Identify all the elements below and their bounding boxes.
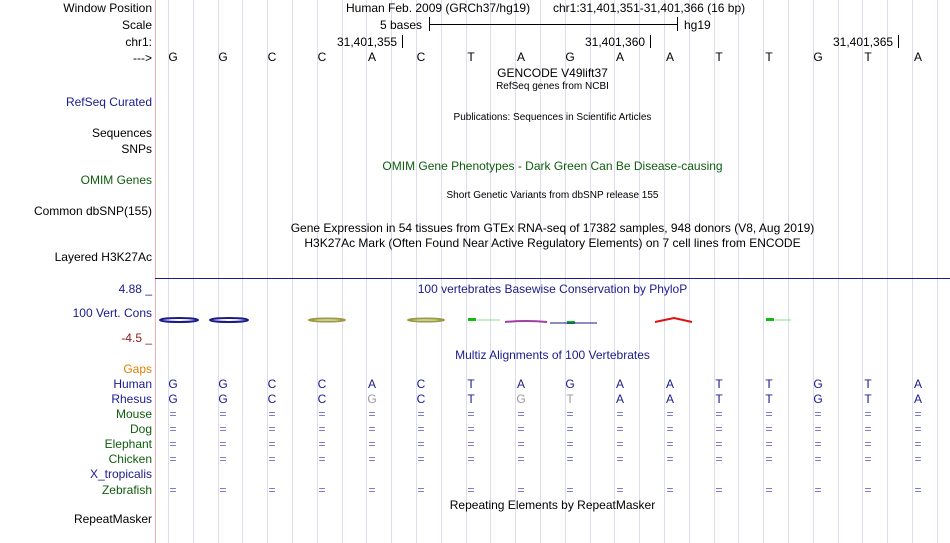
alignment-base: = xyxy=(368,407,376,421)
species-label-x_tropicalis[interactable]: X_tropicalis xyxy=(89,467,152,481)
alignment-base: A xyxy=(913,377,922,391)
alignment-base: = xyxy=(169,422,177,436)
alignment-base: = xyxy=(169,452,177,466)
alignment-base: = xyxy=(864,407,872,421)
base-letter: G xyxy=(218,50,228,64)
dbsnp-track-title[interactable]: Short Genetic Variants from dbSNP release 155 xyxy=(446,190,659,201)
alignment-base: = xyxy=(417,452,425,466)
alignment-base: = xyxy=(268,437,276,451)
species-label-elephant[interactable]: Elephant xyxy=(104,437,152,451)
vert-cons-label[interactable]: 100 Vert. Cons xyxy=(72,306,152,320)
alignment-base: = xyxy=(417,407,425,421)
alignment-base: = xyxy=(368,483,376,497)
alignment-base: = xyxy=(517,437,525,451)
alignment-base: = xyxy=(268,422,276,436)
h3k27ac-track-title[interactable]: H3K27Ac Mark (Often Found Near Active Regulatory Elements) on 7 cell lines from ENCODE xyxy=(304,236,801,250)
alignment-base: = xyxy=(765,407,773,421)
alignment-base: = xyxy=(268,452,276,466)
base-letter: G xyxy=(168,50,178,64)
alignment-base: = xyxy=(914,407,922,421)
scale-label: Scale xyxy=(121,18,152,32)
alignment-base: C xyxy=(416,392,426,406)
alignment-base: = xyxy=(318,407,326,421)
alignment-base: = xyxy=(864,452,872,466)
db-label: hg19 xyxy=(684,18,711,32)
alignment-base: = xyxy=(814,452,822,466)
window-position-label: Window Position xyxy=(63,1,152,15)
alignment-base: = xyxy=(616,437,624,451)
alignment-base: = xyxy=(467,483,475,497)
alignment-base: T xyxy=(467,392,475,406)
alignment-base: = xyxy=(616,407,624,421)
species-label-human[interactable]: Human xyxy=(113,377,152,391)
alignment-base: = xyxy=(566,407,574,421)
alignment-base: = xyxy=(368,422,376,436)
base-letter: A xyxy=(516,50,525,64)
publications-track-title[interactable]: Publications: Sequences in Scientific Articles xyxy=(453,112,652,123)
alignment-base: T xyxy=(566,392,574,406)
alignment-base: = xyxy=(517,407,525,421)
base-letter: A xyxy=(665,50,674,64)
omim-genes-label[interactable]: OMIM Genes xyxy=(80,173,152,187)
alignment-base: = xyxy=(467,422,475,436)
alignment-base: G xyxy=(367,392,377,406)
repeatmasker-track-title[interactable]: Repeating Elements by RepeatMasker xyxy=(449,498,656,512)
alignment-base: = xyxy=(666,422,674,436)
alignment-base: C xyxy=(416,377,426,391)
scale-bar xyxy=(429,24,677,25)
repeatmasker-label[interactable]: RepeatMasker xyxy=(73,512,152,526)
alignment-base: T xyxy=(765,392,773,406)
alignment-base: = xyxy=(616,483,624,497)
base-letter: A xyxy=(367,50,376,64)
alignment-base: = xyxy=(765,483,773,497)
alignment-base: = xyxy=(765,452,773,466)
alignment-base: = xyxy=(666,437,674,451)
phylop-min-value: -4.5 _ xyxy=(121,331,152,345)
alignment-base: = xyxy=(864,483,872,497)
alignment-base: = xyxy=(169,437,177,451)
coord-tick-1: 31,401,355 xyxy=(337,35,398,49)
alignment-base: = xyxy=(616,422,624,436)
alignment-base: = xyxy=(169,483,177,497)
alignment-base: = xyxy=(814,407,822,421)
alignment-base: = xyxy=(467,452,475,466)
alignment-base: A xyxy=(615,377,624,391)
alignment-base: T xyxy=(864,377,872,391)
alignment-base: = xyxy=(666,483,674,497)
base-letter: T xyxy=(765,50,773,64)
alignment-base: T xyxy=(467,377,475,391)
alignment-base: = xyxy=(517,483,525,497)
alignment-base: = xyxy=(765,422,773,436)
alignment-base: = xyxy=(814,437,822,451)
layered-h3k27ac-label[interactable]: Layered H3K27Ac xyxy=(54,250,152,264)
alignment-base: = xyxy=(715,437,723,451)
species-label-mouse[interactable]: Mouse xyxy=(115,407,152,421)
sequences-label[interactable]: Sequences xyxy=(91,126,152,140)
base-letter: A xyxy=(913,50,922,64)
position-readout[interactable]: chr1:31,401,351-31,401,366 (16 bp) xyxy=(553,1,746,15)
gtex-track-title[interactable]: Gene Expression in 54 tissues from GTEx RNA-seq of 17382 samples, 948 donors (V8, Aug 2019) xyxy=(290,221,815,235)
alignment-base: = xyxy=(566,437,574,451)
base-letter: T xyxy=(715,50,723,64)
alignment-base: = xyxy=(566,483,574,497)
alignment-base: = xyxy=(914,452,922,466)
alignment-base: A xyxy=(516,377,525,391)
scale-bar-right-tick xyxy=(677,17,678,31)
alignment-base: = xyxy=(814,422,822,436)
alignment-base: = xyxy=(368,452,376,466)
alignment-base: = xyxy=(715,483,723,497)
alignment-base: G xyxy=(218,377,228,391)
alignment-base: = xyxy=(219,437,227,451)
alignment-base: = xyxy=(616,452,624,466)
alignment-base: = xyxy=(715,407,723,421)
alignment-base: = xyxy=(169,407,177,421)
gaps-label[interactable]: Gaps xyxy=(123,362,152,376)
alignment-base: = xyxy=(219,452,227,466)
alignment-base: = xyxy=(318,483,326,497)
alignment-base: A xyxy=(665,377,674,391)
alignment-base: G xyxy=(813,377,823,391)
alignment-base: = xyxy=(517,422,525,436)
alignment-base: T xyxy=(864,392,872,406)
alignment-base: = xyxy=(715,422,723,436)
alignment-base: G xyxy=(813,392,823,406)
species-label-dog[interactable]: Dog xyxy=(129,422,152,436)
scale-text: 5 bases xyxy=(380,18,423,32)
base-letter: T xyxy=(467,50,475,64)
alignment-base: = xyxy=(814,483,822,497)
alignment-base: G xyxy=(218,392,228,406)
phylop-graph xyxy=(155,312,950,328)
alignment-base: = xyxy=(318,422,326,436)
alignment-base: = xyxy=(417,437,425,451)
gencode-track-title[interactable]: GENCODE V49lift37 xyxy=(497,66,608,80)
alignment-base: = xyxy=(914,422,922,436)
snps-label[interactable]: SNPs xyxy=(121,142,152,156)
coord-tick-mark-3 xyxy=(898,35,899,48)
alignment-base: T xyxy=(765,377,773,391)
alignment-base: = xyxy=(219,422,227,436)
base-letter: A xyxy=(615,50,624,64)
alignment-base: = xyxy=(566,452,574,466)
alignment-base: = xyxy=(467,437,475,451)
alignment-base: = xyxy=(666,452,674,466)
alignment-base: G xyxy=(565,377,575,391)
base-letter: C xyxy=(317,50,327,64)
alignment-base: = xyxy=(268,483,276,497)
strand-label: ---> xyxy=(133,51,152,65)
phylop-track-title[interactable]: 100 vertebrates Basewise Conservation by PhyloP xyxy=(417,282,688,296)
coord-tick-2: 31,401,360 xyxy=(585,35,646,49)
alignment-base: = xyxy=(666,407,674,421)
refseq-track-title[interactable]: RefSeq genes from NCBI xyxy=(496,81,609,92)
phylop-max-value: 4.88 _ xyxy=(118,282,152,296)
base-letter: C xyxy=(267,50,277,64)
omim-track-title[interactable]: OMIM Gene Phenotypes - Dark Green Can Be Disease-causing xyxy=(382,159,723,173)
alignment-base: = xyxy=(368,437,376,451)
base-letter: C xyxy=(416,50,426,64)
chrom-label: chr1: xyxy=(125,35,152,49)
species-label-zebrafish[interactable]: Zebrafish xyxy=(101,483,152,497)
alignment-base: A xyxy=(615,392,624,406)
phylop-top-line xyxy=(155,278,950,279)
alignment-base: = xyxy=(765,437,773,451)
alignment-base: G xyxy=(516,392,526,406)
species-label-rhesus[interactable]: Rhesus xyxy=(111,392,152,406)
multiz-track-title[interactable]: Multiz Alignments of 100 Vertebrates xyxy=(455,348,650,362)
base-letter: G xyxy=(813,50,823,64)
base-letter: T xyxy=(864,50,872,64)
alignment-base: = xyxy=(268,407,276,421)
alignment-base: = xyxy=(467,407,475,421)
common-dbsnp-label[interactable]: Common dbSNP(155) xyxy=(33,204,152,218)
alignment-base: = xyxy=(914,437,922,451)
alignment-base: C xyxy=(317,377,327,391)
alignment-base: = xyxy=(566,422,574,436)
refseq-curated-label[interactable]: RefSeq Curated xyxy=(65,95,152,109)
alignment-base: C xyxy=(317,392,327,406)
assembly-title: Human Feb. 2009 (GRCh37/hg19) xyxy=(346,1,531,15)
alignment-base: T xyxy=(715,377,723,391)
alignment-base: C xyxy=(267,392,277,406)
phylop-marks xyxy=(160,318,791,324)
alignment-base: A xyxy=(913,392,922,406)
alignment-base: = xyxy=(715,452,723,466)
alignment-base: = xyxy=(864,422,872,436)
coord-tick-mark-2 xyxy=(650,35,651,48)
alignment-base: G xyxy=(168,377,178,391)
alignment-base: = xyxy=(517,452,525,466)
alignment-base: = xyxy=(417,422,425,436)
base-letter: G xyxy=(565,50,575,64)
alignment-base: A xyxy=(665,392,674,406)
alignment-base: = xyxy=(219,407,227,421)
alignment-base: T xyxy=(715,392,723,406)
alignment-base: = xyxy=(219,483,227,497)
alignment-base: A xyxy=(367,377,376,391)
alignment-base: = xyxy=(318,452,326,466)
alignment-base: = xyxy=(864,437,872,451)
species-label-chicken[interactable]: Chicken xyxy=(108,452,152,466)
alignment-base: G xyxy=(168,392,178,406)
coord-tick-mark-1 xyxy=(402,35,403,48)
alignment-base: C xyxy=(267,377,277,391)
coord-tick-3: 31,401,365 xyxy=(833,35,894,49)
alignment-base: = xyxy=(318,437,326,451)
alignment-base: = xyxy=(914,483,922,497)
alignment-base: = xyxy=(417,483,425,497)
